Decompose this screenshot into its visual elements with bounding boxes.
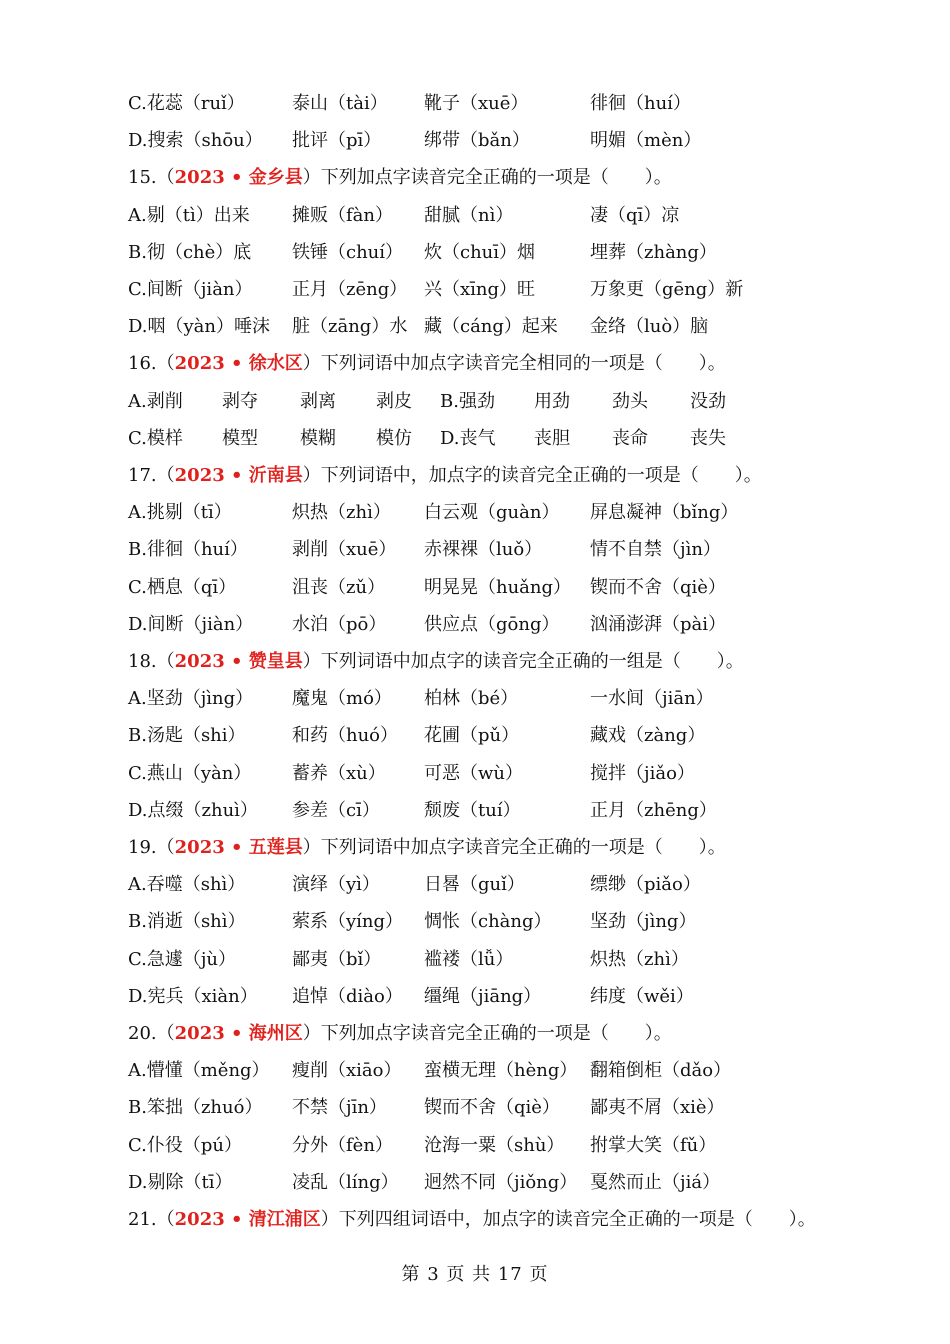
option-cell: 蓄养（xù） xyxy=(292,762,386,784)
option-cell: 追悼（diào） xyxy=(292,985,403,1007)
question-number: 17.（ xyxy=(128,465,175,486)
option-cell: 沧海一粟（shù） xyxy=(424,1134,565,1156)
option-cell: 缰绳（jiāng） xyxy=(424,985,542,1007)
option-cell: 甜腻（nì） xyxy=(424,204,514,226)
option-cell: 汹涌澎湃（pài） xyxy=(590,613,727,635)
option-cell: 靴子（xuē） xyxy=(424,93,529,114)
option-cell: 可恶（wù） xyxy=(424,762,523,784)
option-cell: 摊贩（fàn） xyxy=(292,204,393,226)
option-cell: A.剥削 xyxy=(128,390,183,412)
question-text xyxy=(128,1206,816,1234)
option-cell: 和药（huó） xyxy=(292,725,399,747)
option-cell: 褴褛（lǚ） xyxy=(424,948,514,970)
option-cell: 徘徊（huí） xyxy=(590,93,691,114)
question-text xyxy=(128,462,762,490)
option-cell: 鄙夷不屑（xiè） xyxy=(590,1097,725,1119)
question-number: 15.（ xyxy=(128,167,175,189)
option-cell: 模仿 xyxy=(376,427,412,449)
option-cell: 金络（luò）脑 xyxy=(590,316,709,338)
option-cell: 纬度（wěi） xyxy=(590,985,694,1007)
question-number: 16.（ xyxy=(128,353,175,375)
option-cell: 拊掌大笑（fǔ） xyxy=(590,1134,717,1156)
option-cell: 迥然不同（jiǒng） xyxy=(424,1171,578,1193)
option-cell: 绑带（bǎn） xyxy=(424,130,530,152)
option-cell: D.咽（yàn）唾沫 xyxy=(128,316,271,338)
source-tag: 2023 • 徐水区 xyxy=(174,353,303,375)
source-tag: 2023 • 五莲县 xyxy=(174,837,303,858)
option-cell: 用劲 xyxy=(534,390,570,412)
option-cell: 剥削（xuē） xyxy=(292,539,397,561)
option-cell: B.徘徊（huí） xyxy=(128,539,248,561)
question-number: 20.（ xyxy=(128,1023,175,1044)
option-cell: C.仆役（pú） xyxy=(128,1134,242,1156)
option-cell: 藏（cáng）起来 xyxy=(424,316,558,338)
source-tag: 2023 • 赞皇县 xyxy=(174,651,303,672)
option-cell: 演绎（yì） xyxy=(292,874,380,896)
option-cell: 凌乱（líng） xyxy=(292,1171,399,1193)
option-cell: 缥缈（piǎo） xyxy=(590,874,701,896)
option-cell: 兴（xīng）旺 xyxy=(424,279,536,300)
option-cell: D.间断（jiàn） xyxy=(128,613,254,635)
option-cell: 花圃（pǔ） xyxy=(424,725,520,747)
option-cell: A.坚劲（jìng） xyxy=(128,688,254,710)
option-cell: 泰山（tài） xyxy=(292,93,388,114)
question-text xyxy=(128,350,726,378)
option-cell: 炽热（zhì） xyxy=(292,502,391,524)
option-cell: 颓废（tuí） xyxy=(424,799,521,821)
option-cell: 赤裸裸（luǒ） xyxy=(424,539,543,561)
option-cell: D.丧气 xyxy=(440,427,496,449)
question-text xyxy=(128,164,672,192)
option-cell: 明晃晃（huǎng） xyxy=(424,576,572,598)
page-footer: 第 3 页 共 17 页 xyxy=(401,1264,549,1285)
option-cell: 正月（zhēng） xyxy=(590,799,717,821)
option-cell: 戛然而止（jiá） xyxy=(590,1171,721,1193)
question-number: 19.（ xyxy=(128,837,175,858)
option-cell: A.懵懂（měng） xyxy=(128,1060,270,1082)
option-cell: A.吞噬（shì） xyxy=(128,874,246,896)
option-cell: 蛮横无理（hèng） xyxy=(424,1060,578,1082)
option-cell: 剥皮 xyxy=(376,390,412,412)
option-cell: 鄙夷（bǐ） xyxy=(292,948,382,970)
option-cell: 丧胆 xyxy=(534,427,570,449)
question-text xyxy=(128,1020,672,1048)
option-cell: 丧失 xyxy=(690,427,726,449)
option-cell: C.急遽（jù） xyxy=(128,948,237,970)
option-cell: 锲而不舍（qiè） xyxy=(424,1097,560,1119)
question-prompt: ）下列词语中加点字读音完全正确的一项是（ ）。 xyxy=(302,837,726,858)
option-cell: 模型 xyxy=(222,427,258,449)
option-cell: 劲头 xyxy=(612,390,648,412)
option-cell: 剥离 xyxy=(300,390,336,412)
question-prompt: ）下列词语中，加点字的读音完全正确的一项是（ ）。 xyxy=(302,465,762,486)
question-number: 18.（ xyxy=(128,651,175,672)
option-cell: 万象更（gēng）新 xyxy=(590,279,744,300)
option-cell: 铁锤（chuí） xyxy=(292,241,404,263)
option-cell: 坚劲（jìng） xyxy=(590,911,697,933)
option-cell: B.彻（chè）底 xyxy=(128,241,252,263)
option-cell: A.剔（tì）出来 xyxy=(128,204,250,226)
option-cell: 正月（zēng） xyxy=(292,279,408,300)
option-cell: C.燕山（yàn） xyxy=(128,762,252,784)
option-cell: 屏息凝神（bǐng） xyxy=(590,502,739,524)
option-cell: 藏戏（zàng） xyxy=(590,725,706,747)
option-cell: 情不自禁（jìn） xyxy=(590,539,721,561)
option-cell: 不禁（jīn） xyxy=(292,1097,387,1119)
option-cell: 萦系（yíng） xyxy=(292,911,404,933)
option-cell: D.搜索（shōu） xyxy=(128,130,263,152)
option-cell: D.点缀（zhuì） xyxy=(128,799,258,821)
option-cell: 凄（qī）凉 xyxy=(590,204,680,226)
option-cell: 锲而不舍（qiè） xyxy=(590,576,726,598)
option-cell: 一水间（jiān） xyxy=(590,688,714,710)
question-prompt: ）下列加点字读音完全正确的一项是（ ）。 xyxy=(302,1023,672,1044)
option-cell: 惆怅（chàng） xyxy=(424,911,552,933)
option-cell: B.笨拙（zhuó） xyxy=(128,1097,263,1119)
question-prompt: ）下列词语中加点字的读音完全正确的一组是（ ）。 xyxy=(302,651,744,672)
option-cell: 白云观（guàn） xyxy=(424,502,560,524)
option-cell: B.汤匙（shi） xyxy=(128,725,246,747)
option-cell: B.强劲 xyxy=(440,390,495,412)
option-cell: 埋葬（zhàng） xyxy=(590,241,717,263)
option-cell: 没劲 xyxy=(690,390,726,412)
option-cell: 柏林（bé） xyxy=(424,688,519,710)
option-cell: 水泊（pō） xyxy=(292,613,387,635)
option-cell: 沮丧（zǔ） xyxy=(292,576,386,598)
option-cell: C.花蕊（ruǐ） xyxy=(128,93,245,114)
option-cell: D.宪兵（xiàn） xyxy=(128,985,258,1007)
option-cell: 批评（pī） xyxy=(292,130,382,152)
option-cell: 剥夺 xyxy=(222,390,258,412)
source-tag: 2023 • 沂南县 xyxy=(174,465,303,486)
option-cell: 脏（zāng）水 xyxy=(292,316,408,338)
source-tag: 2023 • 海州区 xyxy=(174,1023,303,1044)
source-tag: 2023 • 金乡县 xyxy=(174,167,303,189)
option-cell: C.栖息（qī） xyxy=(128,576,237,598)
option-cell: 分外（fèn） xyxy=(292,1134,393,1156)
question-number: 21.（ xyxy=(128,1209,175,1230)
option-cell: A.挑剔（tī） xyxy=(128,502,232,524)
option-cell: C.模样 xyxy=(128,427,183,449)
question-prompt: ）下列加点字读音完全正确的一项是（ ）。 xyxy=(302,167,672,189)
option-cell: 明媚（mèn） xyxy=(590,130,702,152)
option-cell: C.间断（jiàn） xyxy=(128,279,253,300)
option-cell: 模糊 xyxy=(300,427,336,449)
option-cell: B.消逝（shì） xyxy=(128,911,246,933)
option-cell: 魔鬼（mó） xyxy=(292,688,392,710)
option-cell: 参差（cī） xyxy=(292,799,380,821)
option-cell: 供应点（gōng） xyxy=(424,613,560,635)
option-cell: 丧命 xyxy=(612,427,648,449)
source-tag: 2023 • 清江浦区 xyxy=(174,1209,321,1230)
option-cell: 炽热（zhì） xyxy=(590,948,689,970)
option-cell: 瘦削（xiāo） xyxy=(292,1060,402,1082)
option-cell: 翻箱倒柜（dǎo） xyxy=(590,1060,732,1082)
option-cell: 日晷（guǐ） xyxy=(424,874,525,896)
question-prompt: ）下列词语中加点字读音完全相同的一项是（ ）。 xyxy=(302,353,726,375)
option-cell: D.剔除（tī） xyxy=(128,1171,233,1193)
question-text xyxy=(128,648,744,676)
question-text xyxy=(128,834,726,862)
question-prompt: ）下列四组词语中，加点字的读音完全正确的一项是（ ）。 xyxy=(320,1209,816,1230)
option-cell: 炊（chuī）烟 xyxy=(424,241,536,263)
option-cell: 搅拌（jiǎo） xyxy=(590,762,695,784)
